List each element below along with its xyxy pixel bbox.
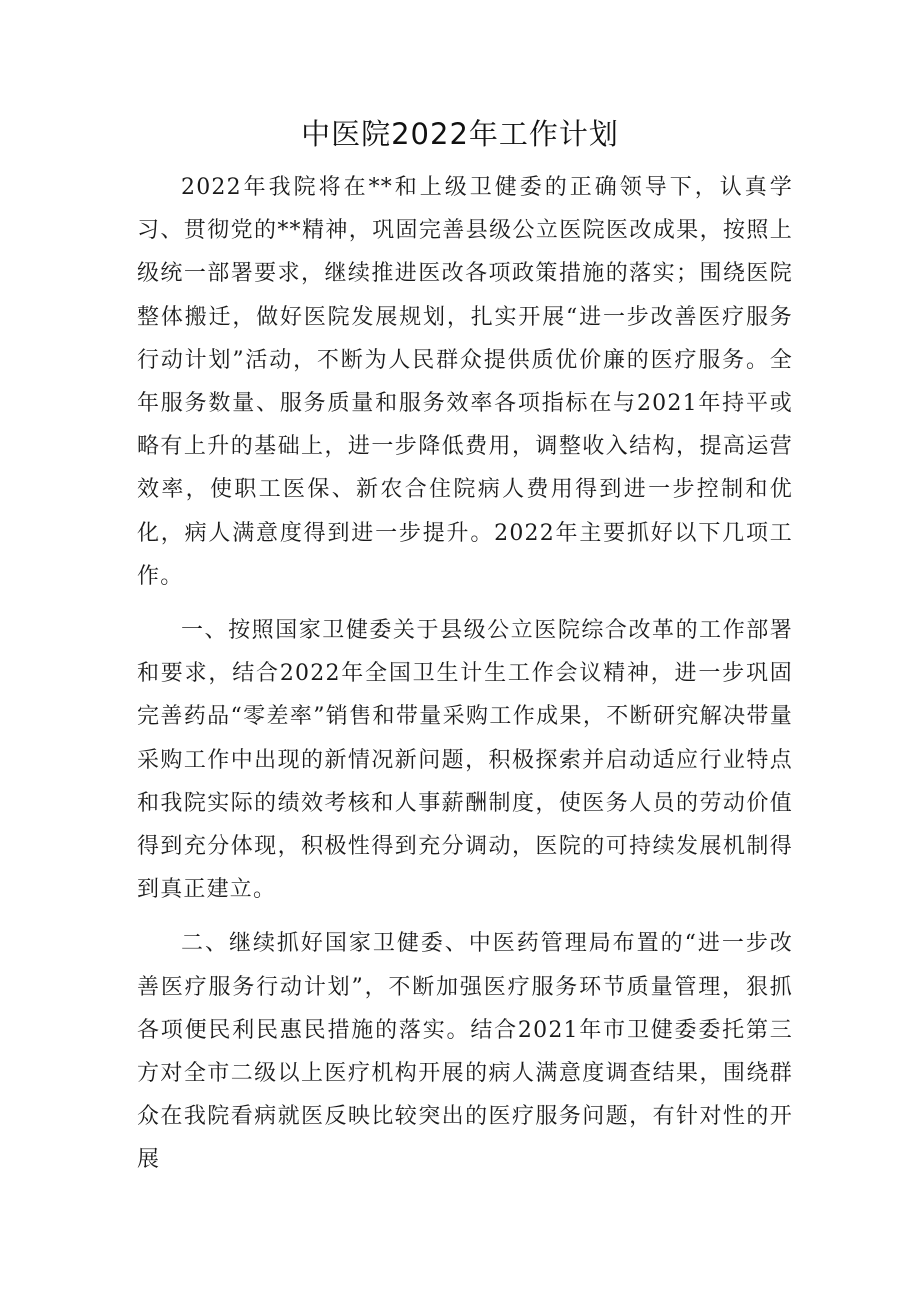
document-body	[137, 166, 793, 1182]
section-two-paragraph: 二、继续抓好国家卫健委、中医药管理局布置的“进一步改善医疗服务行动计划”，不断加强医疗服务环节质量管理，狠抓各项便民利民惠民措施的落实。结合2021年市卫健委委托第三方对全市二级以上医疗机构开展的病人满意度调查结果，围绕群众在我院看病就医反映比较突出的医疗服务问题，有针对性的开展	[137, 931, 793, 1173]
section-one-paragraph: 一、按照国家卫健委关于县级公立医院综合改革的工作部署和要求，结合2022年全国卫生计生工作会议精神，进一步巩固完善药品“零差率”销售和带量采购工作成果，不断研究解决带量采购工作中出现的新情况新问题，积极探索并启动适应行业特点和我院实际的绩效考核和人事薪酬制度，使医务人员的劳动价值得到充分体现，积极性得到充分调动，医院的可持续发展机制得到真正建立。	[137, 618, 793, 903]
intro-paragraph: 2022年我院将在**和上级卫健委的正确领导下，认真学习、贯彻党的**精神，巩固完善县级公立医院医改成果，按照上级统一部署要求，继续推进医改各项政策措施的落实；围绕医院整体搬迁，做好医院发展规划，扎实开展“进一步改善医疗服务行动计划”活动，不断为人民群众提供质优价廉的医疗服务。全年服务数量、服务质量和服务效率各项指标在与2021年持平或略有上升的基础上，进一步降低费用，调整收入结构，提高运营效率，使职工医保、新农合住院病人费用得到进一步控制和优化，病人满意度得到进一步提升。2022年主要抓好以下几项工作。	[137, 175, 793, 589]
document-title: 中医院2022年工作计划	[301, 117, 619, 151]
